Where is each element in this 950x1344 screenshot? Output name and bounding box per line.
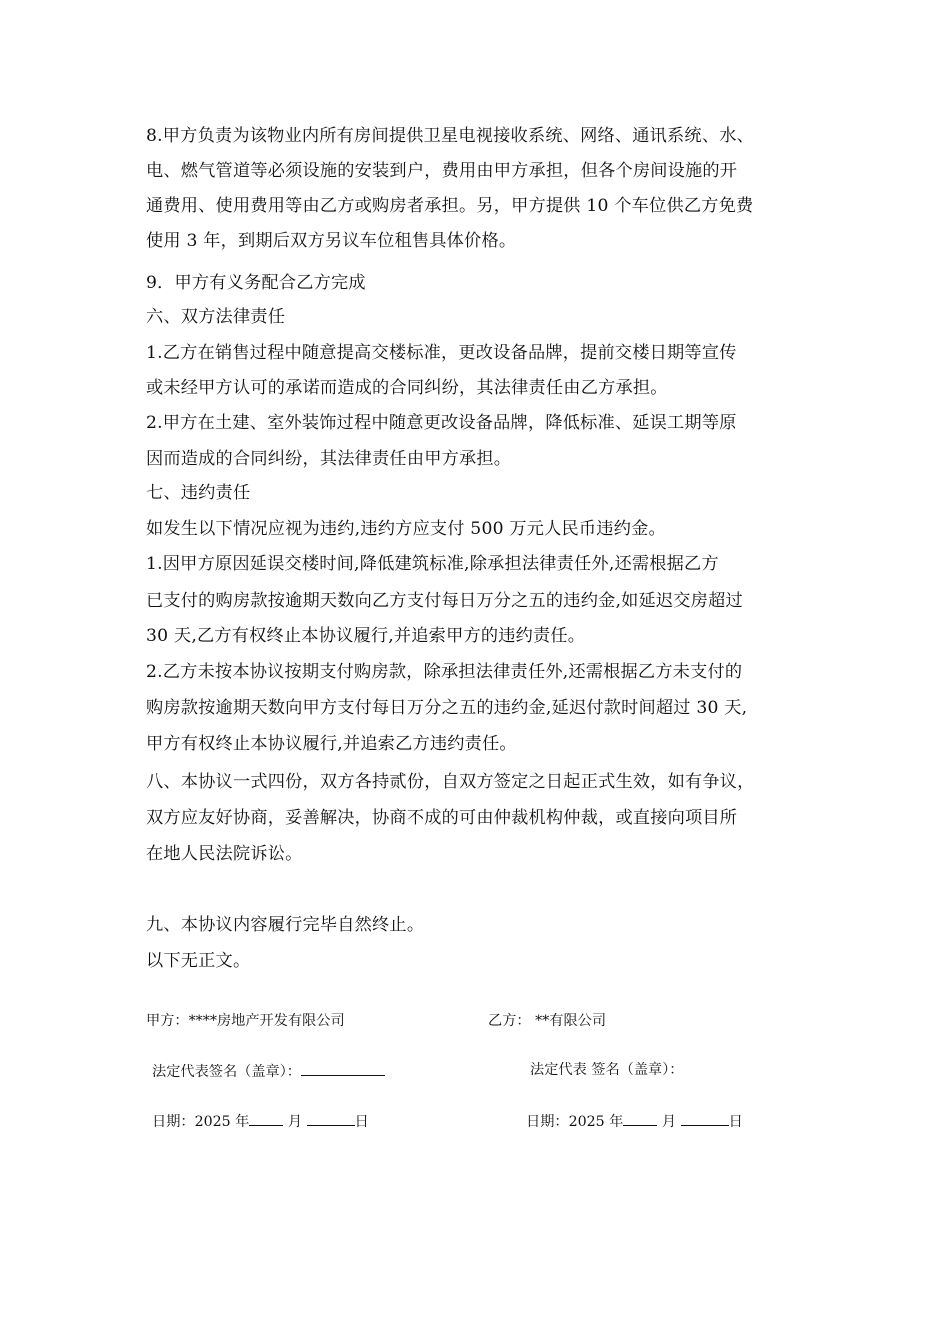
party-b-label: 乙方： **有限公司 [488,1013,607,1029]
party-b-date [526,1110,743,1132]
body-line: 七、违约责任 [146,483,251,503]
party-a-representative-label: 法定代表签名（盖章）： [152,1064,301,1080]
party-b-date-year: 日期：2025 年 [526,1114,624,1130]
body-line: 因而造成的合同纠纷，其法律责任由甲方承担。 [146,449,512,469]
body-line: 八、本协议一式四份，双方各持贰份，自双方签定之日起正式生效，如有争议， [146,772,755,792]
body-line: 2.乙方未按本协议按期支付购房款，除承担法律责任外,还需根据乙方未支付的 [146,662,743,682]
party-b-date-day: 日 [728,1114,743,1130]
party-a-representative [152,1060,385,1082]
party-b-month-blank[interactable] [623,1110,657,1126]
body-line: 以下无正文。 [146,951,251,971]
party-b-day-blank[interactable] [681,1110,729,1126]
body-line: 30 天,乙方有权终止本协议履行,并追索甲方的违约责任。 [146,626,586,646]
body-line: 九、本协议内容履行完毕自然终止。 [146,915,425,935]
party-a-signature-blank[interactable] [301,1060,385,1076]
party-a-day-blank[interactable] [307,1110,355,1126]
body-line: 1.因甲方原因延误交楼时间,降低建筑标准,除承担法律责任外,还需根据乙方 [146,554,719,574]
body-line: 使用 3 年，到期后双方另议车位租售具体价格。 [146,231,517,251]
party-b-representative-label: 法定代表 签名（盖章）： [530,1062,684,1078]
party-a-label: 甲方：****房地产开发有限公司 [146,1013,345,1029]
party-b-date-month: 月 [661,1114,677,1130]
body-line: 如发生以下情况应视为违约,违约方应支付 500 万元人民币违约金。 [146,519,666,539]
body-line: 9．甲方有义务配合乙方完成 [146,273,366,293]
body-line: 8.甲方负责为该物业内所有房间提供卫星电视接收系统、网络、通讯系统、水、 [146,126,754,146]
body-line: 或未经甲方认可的承诺而造成的合同纠纷，其法律责任由乙方承担。 [146,378,668,398]
body-line: 已支付的购房款按逾期天数向乙方支付每日万分之五的违约金,如延迟交房超过 [146,591,743,611]
party-a-date-year: 日期：2025 年 [152,1114,250,1130]
party-a-date-day: 日 [354,1114,369,1130]
body-line: 1.乙方在销售过程中随意提高交楼标准，更改设备品牌，提前交楼日期等宣传 [146,343,737,363]
body-line: 双方应友好协商，妥善解决，协商不成的可由仲裁机构仲裁，或直接向项目所 [146,808,738,828]
body-line: 在地人民法院诉讼。 [146,844,303,864]
party-a-date-month: 月 [287,1114,303,1130]
body-line: 购房款按逾期天数向甲方支付每日万分之五的违约金,延迟付款时间超过 30 天, [146,698,748,718]
body-line: 通费用、使用费用等由乙方或购房者承担。另，甲方提供 10 个车位供乙方免费 [146,196,754,216]
party-a-month-blank[interactable] [249,1110,283,1126]
body-line: 六、双方法律责任 [146,307,286,327]
body-line: 2.甲方在土建、室外装饰过程中随意更改设备品牌，降低标准、延误工期等原 [146,413,737,433]
body-line: 电、燃气管道等必须设施的安装到户，费用由甲方承担，但各个房间设施的开 [146,161,738,181]
body-line: 甲方有权终止本协议履行,并追索乙方违约责任。 [146,734,517,754]
party-a-date [152,1110,369,1132]
